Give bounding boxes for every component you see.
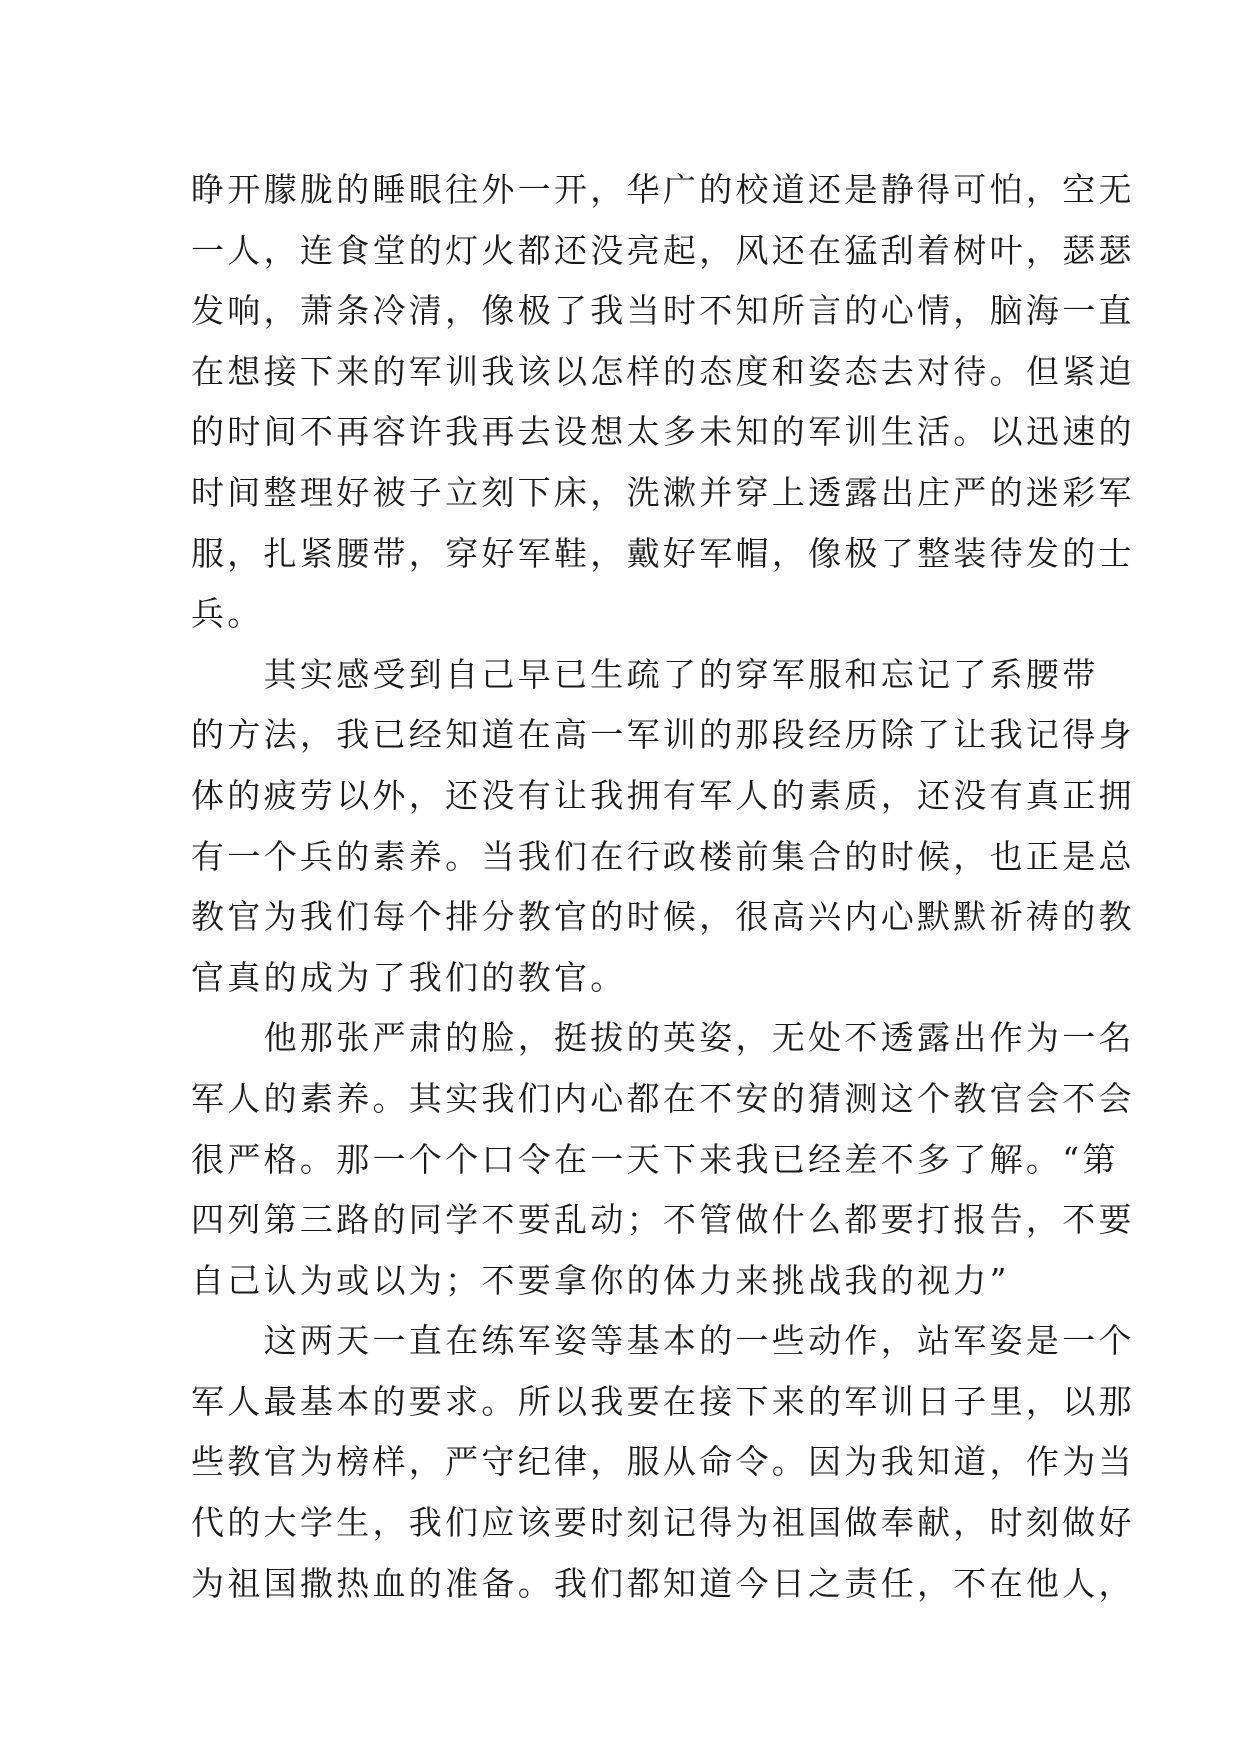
text-line: 代的大学生，我们应该要时刻记得为祖国做奉献，时刻做好 — [191, 1503, 1135, 1543]
text-line: 四列第三路的同学不要乱动；不管做什么都要打报告，不要 — [191, 1200, 1135, 1240]
text-line: 官真的成为了我们的教官。 — [191, 957, 627, 997]
text-line: 睁开朦胧的睡眼往外一开，华广的校道还是静得可怕，空无 — [191, 170, 1135, 209]
text-line: 为祖国撒热血的准备。我们都知道今日之责任，不在他人， — [191, 1563, 1135, 1603]
text-line: 其实感受到自己早已生疏了的穿军服和忘记了系腰带 — [191, 654, 1099, 694]
text-line: 时间整理好被子立刻下床，洗漱并穿上透露出庄严的迷彩军 — [191, 472, 1135, 512]
text-line: 军人的素养。其实我们内心都在不安的猜测这个教官会不会 — [191, 1078, 1135, 1118]
document-body — [191, 160, 1135, 1614]
text-line: 很严格。那一个个口令在一天下来我已经差不多了解。“第 — [191, 1139, 1119, 1179]
text-line: 的方法，我已经知道在高一军训的那段经历除了让我记得身 — [191, 715, 1135, 755]
text-line: 这两天一直在练军姿等基本的一些动作，站军姿是一个 — [191, 1321, 1135, 1361]
text-line: 教官为我们每个排分教官的时候，很高兴内心默默祈祷的教 — [191, 897, 1135, 937]
text-line: 在想接下来的军训我该以怎样的态度和姿态去对待。但紧迫 — [191, 351, 1135, 391]
text-line: 有一个兵的素养。当我们在行政楼前集合的时候，也正是总 — [191, 836, 1135, 876]
text-line: 些教官为榜样，严守纪律，服从命令。因为我知道，作为当 — [191, 1442, 1135, 1482]
text-line: 军人最基本的要求。所以我要在接下来的军训日子里，以那 — [191, 1381, 1135, 1421]
text-line: 兵。 — [191, 594, 264, 634]
text-line: 的时间不再容许我再去设想太多未知的军训生活。以迅速的 — [191, 412, 1135, 452]
text-line: 体的疲劳以外，还没有让我拥有军人的素质，还没有真正拥 — [191, 775, 1135, 815]
text-line: 发响，萧条冷清，像极了我当时不知所言的心情，脑海一直 — [191, 291, 1135, 331]
text-line: 服，扎紧腰带，穿好军鞋，戴好军帽，像极了整装待发的士 — [191, 533, 1135, 573]
text-line: 他那张严肃的脸，挺拔的英姿，无处不透露出作为一名 — [191, 1018, 1135, 1058]
text-line: 一人，连食堂的灯火都还没亮起，风还在猛刮着树叶，瑟瑟 — [191, 230, 1135, 270]
text-line: 自己认为或以为；不要拿你的体力来挑战我的视力” — [191, 1260, 1010, 1300]
